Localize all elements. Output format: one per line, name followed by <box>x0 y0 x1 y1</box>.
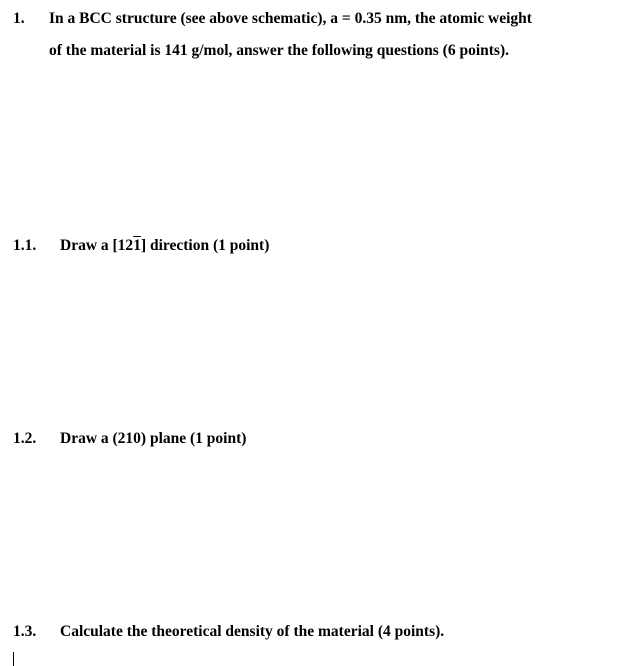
question-1-1-number: 1.1. <box>13 237 37 254</box>
question-1-1-text <box>60 237 269 255</box>
question-1-3-text: Calculate the theoretical density of the material (4 points). <box>60 623 445 640</box>
question-1-line-1: In a BCC structure (see above schematic), a = 0.35 nm, the atomic weight <box>49 10 532 27</box>
question-1-line-2: of the material is 141 g/mol, answer the following questions (6 points). <box>49 42 509 59</box>
text-cursor[interactable] <box>13 652 14 666</box>
direction-suffix: ] direction (1 point) <box>140 237 270 254</box>
question-1-3-number: 1.3. <box>13 623 37 640</box>
question-1-number: 1. <box>13 10 25 27</box>
direction-overbar-digit: 1 <box>133 237 141 254</box>
direction-prefix: Draw a [12 <box>60 237 134 254</box>
question-1-2-number: 1.2. <box>13 430 37 447</box>
question-1-2-text: Draw a (210) plane (1 point) <box>60 430 247 447</box>
